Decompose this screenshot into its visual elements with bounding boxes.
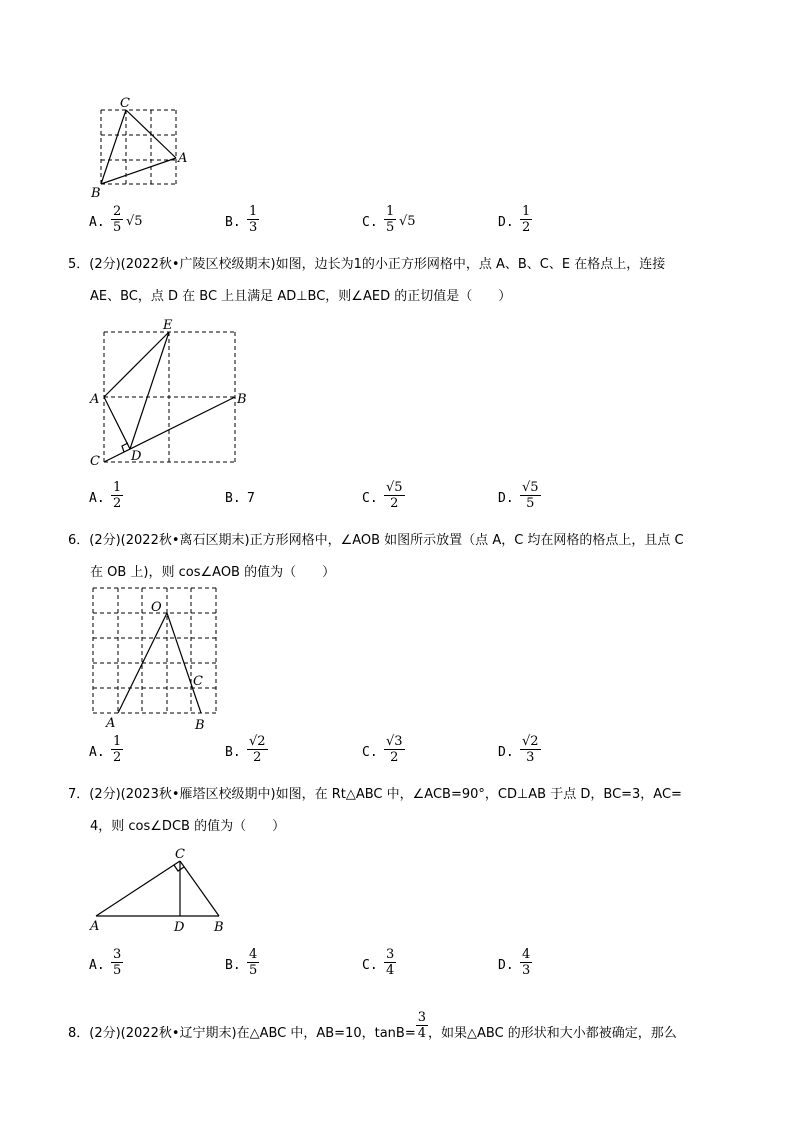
q6-option-d[interactable]: D. $\frac{√2}{3}$ <box>498 734 539 765</box>
q7-option-d[interactable]: D. $\frac{4}{3}$ <box>498 947 531 978</box>
q6-option-c[interactable]: C. $\frac{√3}{2}$ <box>362 734 403 765</box>
q4-option-a[interactable]: A. $\frac{2}{5}$ √5 <box>89 204 143 235</box>
q5-stem-line2: AE、BC，点 D 在 BC 上且满足 AD⊥BC，则∠AED 的正切值是（ ） <box>90 289 512 304</box>
q5-label-c: C <box>90 454 100 469</box>
q5-label-b: B <box>237 392 247 407</box>
q7-stem-line1: 7．(2分)(2023秋•雁塔区校级期中)如图，在 Rt△ABC 中，∠ACB=90°，CD⊥AB 于点 D，BC=3，AC= <box>68 787 682 802</box>
q8-stem-part1: 8．(2分)(2022秋•辽宁期末)在△ABC 中，AB=10，tanB= <box>68 1026 416 1041</box>
q7-side-cb <box>180 861 219 916</box>
q5-label-e: E <box>163 318 173 333</box>
q7-stem-line2: 4，则 cos∠DCB 的值为（ ） <box>90 819 286 834</box>
q7-label-a: A <box>90 919 100 934</box>
q5-option-c[interactable]: C. $\frac{√5}{2}$ <box>362 480 403 511</box>
q4-label-a: A <box>178 151 188 166</box>
q6-stem-line1: 6．(2分)(2022秋•离石区期末)正方形网格中，∠AOB 如图所示放置（点 A，C 均在网格的格点上，且点 C <box>68 533 684 548</box>
q5-option-d[interactable]: D. $\frac{√5}{5}$ <box>498 480 539 511</box>
q6-stem-line2: 在 OB 上)，则 cos∠AOB 的值为（ ） <box>90 565 336 580</box>
q8-stem-part2: ，如果△ABC 的形状和大小都被确定，那么 <box>428 1026 677 1041</box>
q7-option-c[interactable]: C. $\frac{3}{4}$ <box>362 947 395 978</box>
q7-label-b: B <box>214 920 224 935</box>
q6-label-a: A <box>106 716 116 731</box>
q4-option-c[interactable]: C. $\frac{1}{5}$ √5 <box>362 204 416 235</box>
q8-tan-fraction: $\frac{3}{4}$ <box>417 1010 427 1041</box>
q5-option-a[interactable]: A. $\frac{1}{2}$ <box>89 480 122 511</box>
q6-option-a[interactable]: A. $\frac{1}{2}$ <box>89 734 122 765</box>
q7-label-c: C <box>175 847 185 862</box>
q7-label-d: D <box>174 920 185 935</box>
q4-label-c: C <box>120 96 130 111</box>
q8-stem <box>68 1010 677 1046</box>
q5-label-a: A <box>90 392 100 407</box>
q6-label-b: B <box>195 718 205 733</box>
q4-option-b[interactable]: B. $\frac{1}{3}$ <box>225 204 258 235</box>
q7-side-ac <box>96 861 180 916</box>
q6-label-c: C <box>193 674 203 689</box>
q4-option-d[interactable]: D. $\frac{1}{2}$ <box>498 204 531 235</box>
q6-label-o: O <box>151 600 162 615</box>
q7-option-b[interactable]: B. $\frac{4}{5}$ <box>225 947 258 978</box>
q4-label-b: B <box>91 186 101 201</box>
q5-option-b[interactable]: B. 7 <box>225 491 255 506</box>
q7-option-a[interactable]: A. $\frac{3}{5}$ <box>89 947 122 978</box>
q7-right-angle-mark <box>174 865 184 871</box>
q6-option-b[interactable]: B. $\frac{√2}{2}$ <box>225 734 266 765</box>
q5-label-d: D <box>131 449 142 464</box>
q5-stem-line1: 5．(2分)(2022秋•广陵区校级期末)如图，边长为1的小正方形网格中，点 A、B、C、E 在格点上，连接 <box>68 257 666 272</box>
